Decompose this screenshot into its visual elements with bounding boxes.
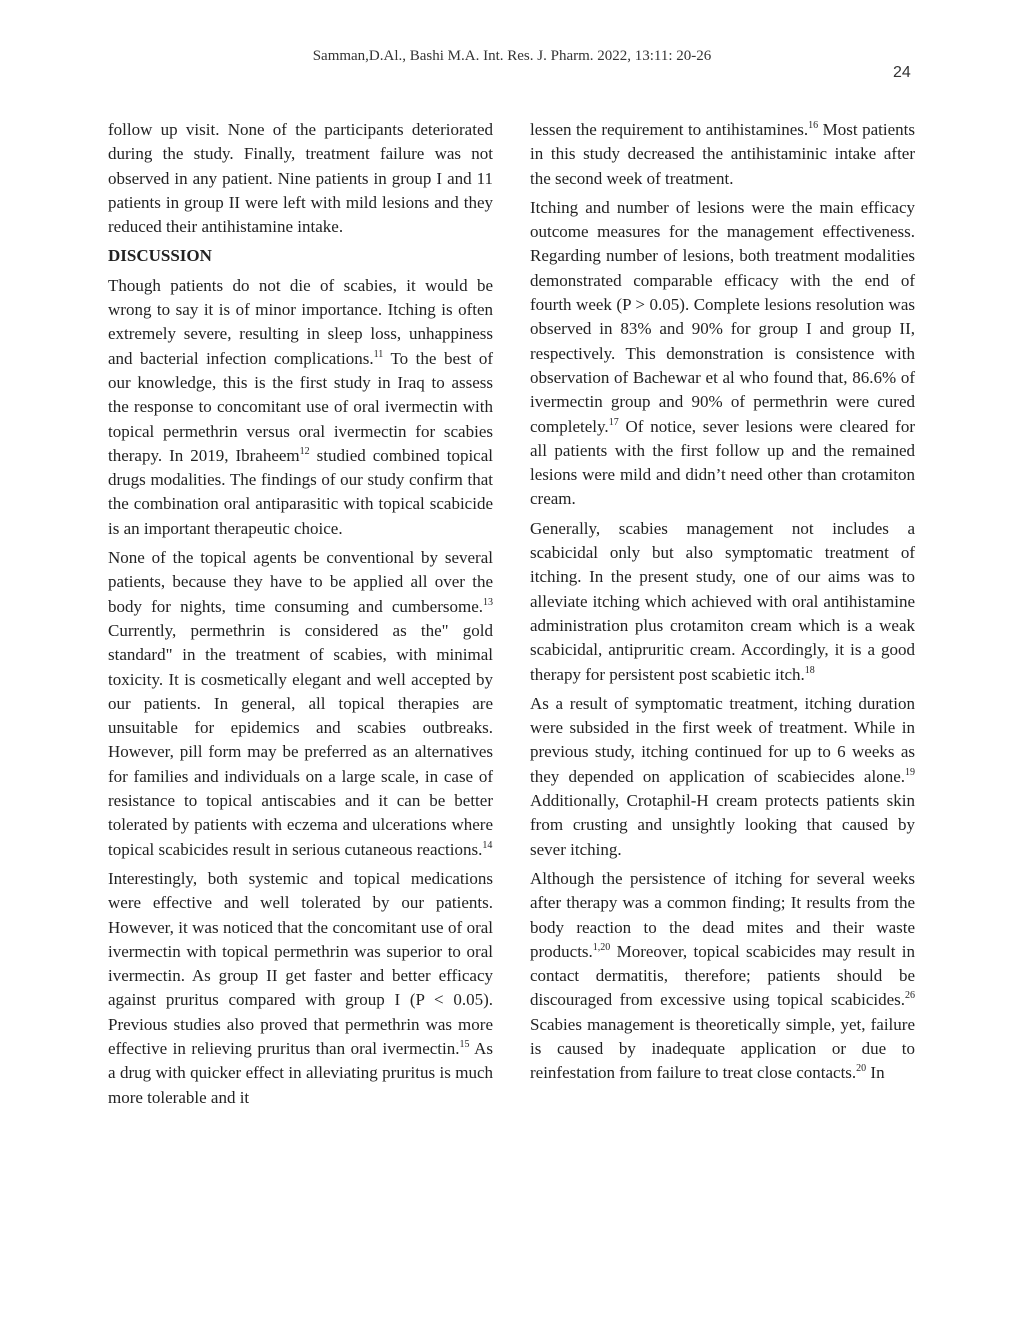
right-column [530, 118, 915, 1091]
paragraph-itching-duration [530, 692, 915, 862]
page-number: 24 [893, 64, 911, 81]
text-segment: In [866, 1063, 885, 1083]
citation-superscript: 14 [482, 839, 493, 851]
paragraph-followup [108, 118, 493, 239]
paragraph-topical-agents [108, 546, 493, 862]
text-segment: Moreover, topical scabicides may result in contact dermatitis, therefore; patients should be discouraged from excessive using topical scabicides. [530, 941, 915, 1010]
running-header: Samman,D.Al., Bashi M.A. Int. Res. J. Pharm. 2022, 13:11: 20-26 [312, 48, 712, 64]
text-segment: To the best of our knowledge, this is the first study in Iraq to assess the response to concomitant use of oral ivermectin with topical permethrin versus oral ivermectin for scabies therapy. In 2019, Ibraheem [108, 348, 493, 465]
paragraph-persistence [530, 867, 915, 1086]
citation-superscript: 15 [459, 1038, 470, 1050]
citation-superscript: 11 [373, 348, 384, 360]
text-segment: Most patients in this study decreased the antihistaminic intake after the second week of treatment. [530, 120, 915, 188]
text-segment: As a result of symptomatic treatment, itching duration were subsided in the first week of treatment. While in previous study, itching continued for up to 6 weeks as they depended on application of scabiecides alone. [530, 693, 915, 786]
text-segment: None of the topical agents be conventional by several patients, because they have to be applied all over the body for nights, time consuming and cumbersome. [108, 548, 493, 616]
citation-superscript: 16 [808, 120, 819, 131]
text-segment: studied combined topical drugs modalities. The findings of our study confirm that the combination oral antiparasitic with topical scabicide is an important therapeutic choice. [108, 445, 493, 538]
citation-superscript: 13 [483, 596, 493, 608]
paragraph-lesions [530, 196, 915, 512]
citation-superscript: 20 [856, 1063, 867, 1075]
citation-superscript: 1,20 [592, 941, 611, 953]
citation-superscript: 18 [804, 664, 815, 676]
paragraph-importance [108, 274, 493, 541]
citation-superscript: 19 [905, 766, 915, 778]
citation-superscript: 17 [608, 416, 619, 428]
text-segment: Scabies management is theoretically simple, yet, failure is caused by inadequate application or due to reinfestation from failure to treat close contacts. [530, 1014, 915, 1083]
paragraph-efficacy [108, 867, 493, 1110]
text-segment: Interestingly, both systemic and topical medications were effective and well tolerated by our patients. However, it was noticed that the concomitant use of oral ivermectin with topical permethrin was superior to oral ivermectin. As group II get faster and better efficacy against pruritus compared with group I (P < 0.05). Previous studies also proved that permethrin was more effective in relieving pruritus than oral ivermectin. [108, 868, 493, 1058]
text-segment: Additionally, Crotaphil-H cream protects patients skin from crusting and unsightly looking that caused by sever itching. [530, 791, 915, 859]
text-segment: As a drug with quicker effect in alleviating pruritus is much more tolerable and it [108, 1038, 493, 1107]
text-segment: Currently, permethrin is considered as the" gold standard" in the treatment of scabies, with minimal toxicity. It is cosmetically elegant and well accepted by our patients. In general, all topical therapies are unsuitable for epidemics and scabies outbreaks. However, pill form may be preferred as an alternatives for families and individuals on a large scale, in case of resistance to topical antiscabies and it can be better tolerated by patients with eczema and ulcerations where topical scabicides result in serious cutaneous reactions. [108, 620, 493, 859]
paragraph-antihistamines [530, 118, 915, 191]
text-segment: Although the persistence of itching for several weeks after therapy was a common finding; It results from the body reaction to the dead mites and their waste products. [530, 868, 915, 961]
text-segment: follow up visit. None of the participants deteriorated during the study. Finally, treatment failure was not observed in any patient. Nine patients in group I and 11 patients in group II were left with mild lesions and they reduced their antihistamine intake. [108, 120, 493, 237]
text-segment: Though patients do not die of scabies, it would be wrong to say it is of minor importance. Itching is often extremely severe, resulting in sleep loss, unhappiness and bacterial infection complications. [108, 275, 493, 368]
paragraph-symptomatic [530, 517, 915, 687]
citation-superscript: 26 [905, 990, 915, 1002]
citation-superscript: 12 [299, 445, 310, 457]
text-segment: Itching and number of lesions were the main efficacy outcome measures for the management effectiveness. Regarding number of lesions, both treatment modalities demonstrated comparable efficacy with the end of fourth week (P > 0.05). Complete lesions resolution was observed in 83% and 90% for group I and group II, respectively. This demonstration is consistence with observation of Bachewar et al who found that, 86.6% of ivermectin group and 90% of permethrin were cured completely. [530, 197, 915, 436]
text-segment: lessen the requirement to antihistamines. [530, 120, 809, 139]
text-segment: Generally, scabies management not includes a scabicidal only but also symptomatic treatment of itching. In the present study, one of our aims was to alleviate itching which achieved with oral antihistamine administration plus crotamiton cream which is a weak scabicidal, antipruritic cream. Accordingly, it is a good therapy for persistent post scabietic itch. [530, 518, 915, 684]
section-heading-discussion: DISCUSSION [108, 246, 212, 266]
left-column [108, 118, 493, 1115]
text-segment: Of notice, sever lesions were cleared for all patients with the first follow up and the remained lesions were mild and didn’t need other than crotamiton cream. [530, 416, 915, 509]
